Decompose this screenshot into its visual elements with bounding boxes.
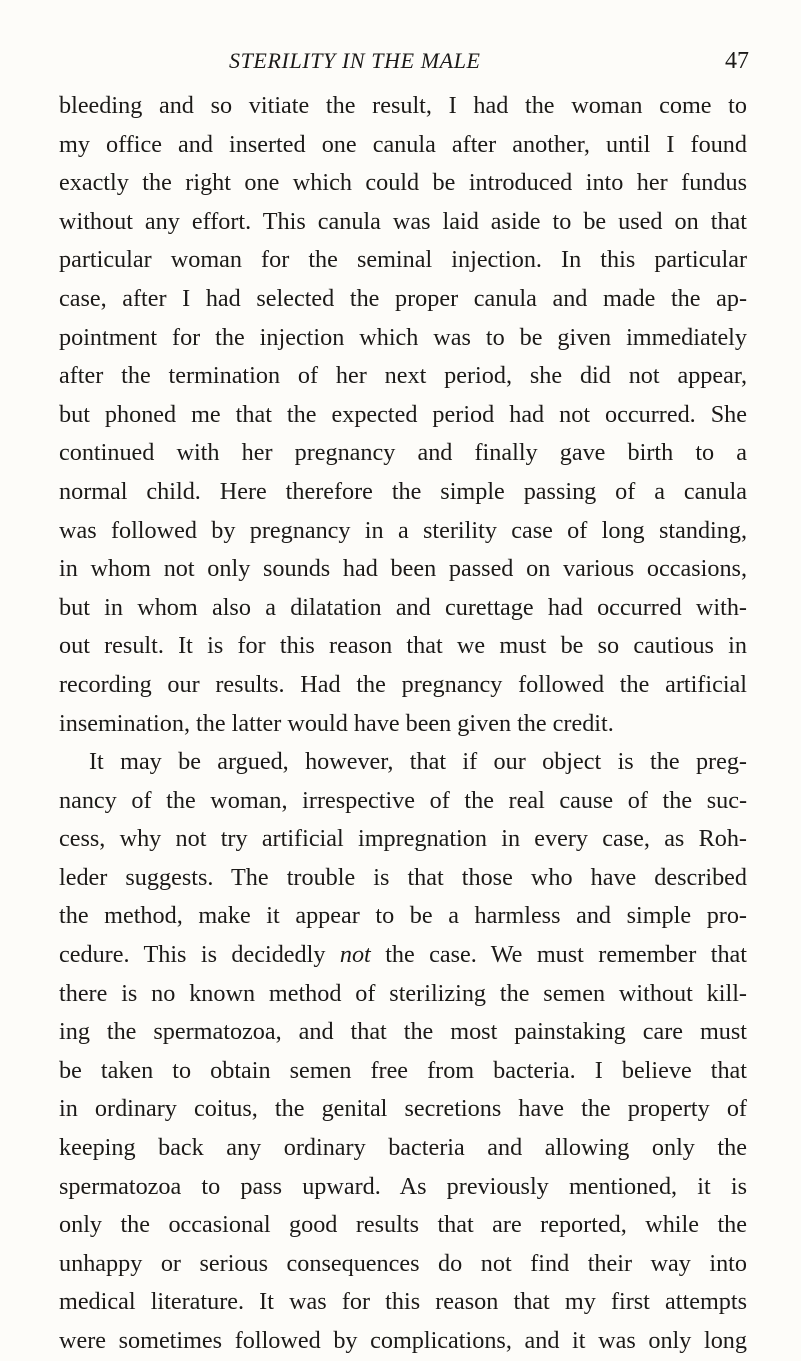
- text-line: exactly the right one which could be introduced into her fundus: [59, 169, 747, 197]
- text-line: my office and inserted one canula after another, until I found: [59, 130, 747, 158]
- text-line: was followed by pregnancy in a sterility case of long standing,: [59, 516, 747, 544]
- text-line: case, after I had selected the proper canula and made the ap-: [59, 284, 747, 312]
- text-line: but phoned me that the expected period had not occurred. She: [59, 400, 747, 428]
- text-line: be taken to obtain semen free from bacteria. I believe that: [59, 1056, 747, 1084]
- text-line: leder suggests. The trouble is that those who have described: [59, 863, 747, 891]
- text-line: but in whom also a dilatation and curettage had occurred with-: [59, 593, 747, 621]
- text-line: nancy of the woman, irrespective of the real cause of the suc-: [59, 786, 747, 814]
- text-line: pointment for the injection which was to be given immediately: [59, 323, 747, 351]
- text-line: recording our results. Had the pregnancy followed the artificial: [59, 670, 747, 698]
- page-number: 47: [725, 48, 749, 74]
- running-head: [0, 46, 801, 76]
- emphasized-word: not: [339, 941, 371, 969]
- text-line: normal child. Here therefore the simple passing of a canula: [59, 477, 747, 505]
- text-line: cess, why not try artificial impregnation in every case, as Roh-: [59, 825, 747, 853]
- text-line: in whom not only sounds had been passed on various occasions,: [59, 555, 747, 583]
- text-line: spermatozoa to pass upward. As previously mentioned, it is: [59, 1172, 747, 1200]
- text-line: after the termination of her next period, she did not appear,: [59, 362, 747, 390]
- text-line: out result. It is for this reason that we must be so cautious in: [59, 632, 747, 660]
- text-line: keeping back any ordinary bacteria and allowing only the: [59, 1134, 747, 1162]
- text-segment: the case. We must remember that: [370, 941, 747, 969]
- text-line: in ordinary coitus, the genital secretions have the property of: [59, 1095, 747, 1123]
- text-line-paragraph-end: insemination, the latter would have been given the credit.: [59, 709, 614, 737]
- text-line-paragraph-start: It may be argued, however, that if our object is the preg-: [89, 748, 747, 776]
- text-line-with-emphasis: [59, 936, 747, 975]
- text-line: without any effort. This canula was laid aside to be used on that: [59, 207, 747, 235]
- text-segment: cedure. This is decidedly: [59, 941, 340, 969]
- text-line: only the occasional good results that are reported, while the: [59, 1211, 747, 1239]
- text-line: there is no known method of sterilizing the semen without kill-: [59, 979, 747, 1007]
- text-line: unhappy or serious consequences do not find their way into: [59, 1249, 747, 1277]
- text-line: particular woman for the seminal injection. In this particular: [59, 246, 747, 274]
- body-text: [59, 87, 747, 1361]
- text-line: medical literature. It was for this reason that my first attempts: [59, 1288, 747, 1316]
- text-line: ing the spermatozoa, and that the most painstaking care must: [59, 1018, 747, 1046]
- text-line: bleeding and so vitiate the result, I had the woman come to: [59, 92, 747, 119]
- text-line: continued with her pregnancy and finally gave birth to a: [59, 439, 747, 467]
- running-title: STERILITY IN THE MALE: [229, 48, 481, 73]
- text-line: were sometimes followed by complications, and it was only long: [59, 1327, 747, 1354]
- text-line: the method, make it appear to be a harmless and simple pro-: [59, 902, 747, 930]
